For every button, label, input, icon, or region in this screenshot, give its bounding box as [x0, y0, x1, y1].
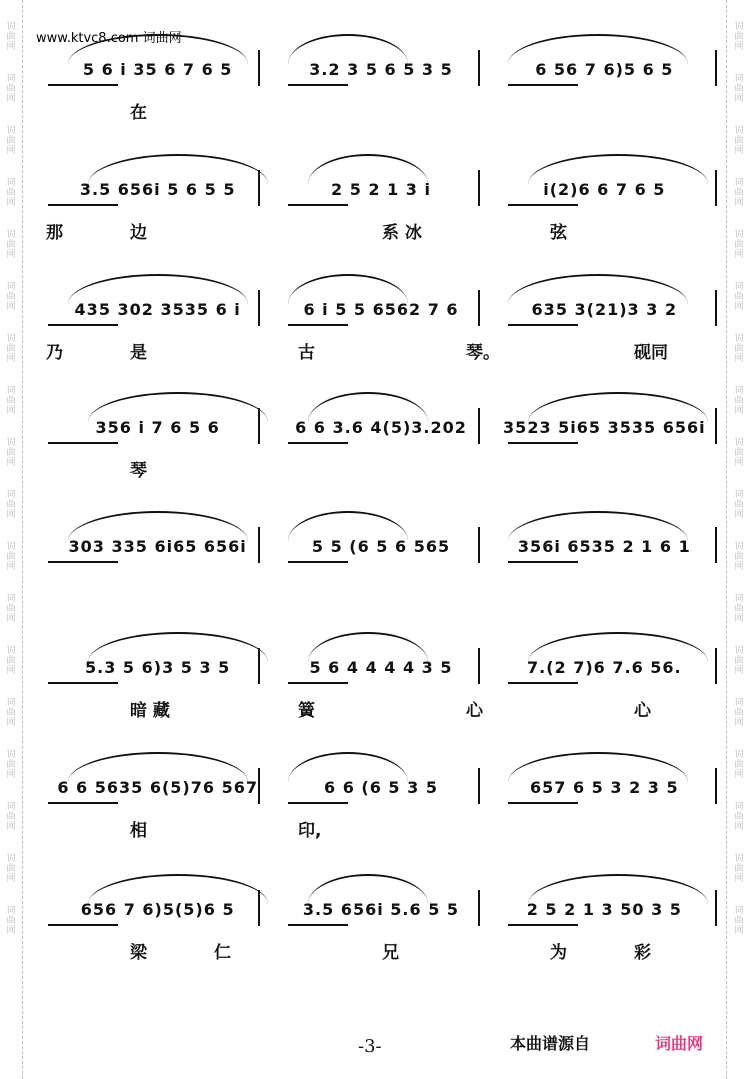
watermark-char: 曲 — [6, 864, 16, 874]
watermark-char: 曲 — [6, 292, 16, 302]
duration-underline — [288, 682, 348, 684]
watermark-char: 网 — [734, 406, 744, 416]
watermark-group — [734, 698, 743, 728]
measure: 6 i 5 5 6562 7 6 — [303, 300, 459, 319]
watermark-group — [6, 74, 15, 104]
watermark-group — [6, 802, 15, 832]
watermark-char: 词 — [734, 386, 744, 396]
notes-line — [46, 778, 716, 797]
notes-line — [46, 900, 716, 919]
watermark-group — [6, 334, 15, 364]
watermark-char: 词 — [6, 490, 16, 500]
lyric-text: 古 — [298, 343, 315, 363]
watermark-char: 网 — [6, 718, 16, 728]
measure: 2 5 2 1 3 i — [330, 180, 431, 199]
watermark-group — [734, 74, 743, 104]
watermark-char: 网 — [6, 614, 16, 624]
brand-label: 词曲网 — [655, 1034, 704, 1053]
measure: 6 6 (6 5 3 5 — [324, 778, 438, 797]
watermark-group — [734, 646, 743, 676]
watermark-group — [6, 750, 15, 780]
lyric-text: 心 — [634, 701, 651, 721]
watermark-char: 词 — [6, 542, 16, 552]
watermark-char: 网 — [6, 822, 16, 832]
watermark-char: 网 — [734, 562, 744, 572]
watermark-char: 词 — [734, 594, 744, 604]
lyric-text: 乃 — [46, 343, 63, 363]
lyrics-line — [38, 456, 724, 482]
watermark-group — [734, 230, 743, 260]
watermark-char: 曲 — [6, 916, 16, 926]
duration-underline — [508, 84, 578, 86]
watermark-group — [734, 750, 743, 780]
duration-underline — [48, 561, 118, 563]
duration-underline — [288, 84, 348, 86]
watermark-char: 曲 — [734, 604, 744, 614]
watermark-char: 词 — [6, 594, 16, 604]
measure: 656 7 6)5(5)6 5 — [80, 900, 235, 919]
score-line — [38, 850, 724, 970]
score-line — [38, 608, 724, 728]
watermark-char: 词 — [6, 854, 16, 864]
watermark-group — [6, 386, 15, 416]
duration-underline — [288, 924, 348, 926]
duration-underline — [48, 204, 118, 206]
watermark-char: 曲 — [734, 32, 744, 42]
duration-underline — [508, 204, 578, 206]
watermark-char: 网 — [6, 354, 16, 364]
duration-underline — [508, 561, 578, 563]
watermark-group — [6, 854, 15, 884]
watermark-group — [6, 126, 15, 156]
duration-underline — [48, 84, 118, 86]
watermark-char: 网 — [6, 666, 16, 676]
measure: 635 3(21)3 3 2 — [531, 300, 678, 319]
notes-line — [46, 658, 716, 677]
score-line — [38, 487, 724, 607]
duration-underline — [508, 442, 578, 444]
score-line — [38, 10, 724, 130]
watermark-char: 词 — [6, 802, 16, 812]
measure: 3.2 3 5 6 5 3 5 — [309, 60, 453, 79]
watermark-char: 曲 — [734, 136, 744, 146]
measure: 6 6 3.6 4(5)3.202 — [295, 418, 467, 437]
duration-underline — [48, 324, 118, 326]
watermark-group — [734, 126, 743, 156]
watermark-char: 词 — [734, 230, 744, 240]
notes-line — [46, 418, 716, 437]
watermark-char: 网 — [6, 250, 16, 260]
watermark-group — [734, 490, 743, 520]
watermark-char: 网 — [734, 146, 744, 156]
measure: 303 335 6i65 656i — [68, 537, 247, 556]
watermark-group — [6, 438, 15, 468]
watermark-char: 词 — [6, 74, 16, 84]
measure: 6 56 7 6)5 6 5 — [535, 60, 674, 79]
watermark-char: 曲 — [734, 292, 744, 302]
watermark-char: 曲 — [734, 760, 744, 770]
watermark-group — [734, 282, 743, 312]
watermark-char: 网 — [6, 198, 16, 208]
lyric-text: 琴 — [130, 461, 147, 481]
watermark-char: 曲 — [6, 656, 16, 666]
watermark-char: 曲 — [734, 396, 744, 406]
watermark-group — [6, 490, 15, 520]
watermark-char: 网 — [734, 302, 744, 312]
watermark-char: 词 — [734, 802, 744, 812]
watermark-char: 网 — [734, 770, 744, 780]
watermark-char: 词 — [6, 750, 16, 760]
watermark-group — [6, 594, 15, 624]
watermark-group — [6, 906, 15, 936]
watermark-group — [734, 542, 743, 572]
watermark-char: 网 — [734, 510, 744, 520]
duration-underline — [48, 802, 118, 804]
watermark-char: 词 — [6, 126, 16, 136]
watermark-group — [6, 282, 15, 312]
watermark-char: 网 — [734, 874, 744, 884]
lyric-text: 心 — [466, 701, 483, 721]
watermark-char: 曲 — [734, 448, 744, 458]
side-watermark-left — [2, 0, 20, 1079]
watermark-group — [734, 802, 743, 832]
side-watermark-right — [730, 0, 748, 1079]
watermark-group — [734, 438, 743, 468]
measure: 7.(2 7)6 7.6 56. — [527, 658, 682, 677]
source-label: 本曲谱源自 — [510, 1034, 591, 1053]
watermark-char: 词 — [734, 126, 744, 136]
duration-underline — [508, 324, 578, 326]
duration-underline — [48, 442, 118, 444]
notes-line — [46, 537, 716, 556]
measure: 5 6 i 35 6 7 6 5 — [82, 60, 233, 79]
watermark-char: 词 — [734, 22, 744, 32]
watermark-char: 曲 — [734, 344, 744, 354]
watermark-char: 曲 — [734, 188, 744, 198]
measure: 5 6 4 4 4 4 3 5 — [309, 658, 453, 677]
watermark-group — [734, 906, 743, 936]
watermark-char: 词 — [6, 698, 16, 708]
watermark-char: 词 — [6, 282, 16, 292]
watermark-char: 词 — [734, 542, 744, 552]
watermark-char: 曲 — [6, 708, 16, 718]
watermark-char: 网 — [734, 250, 744, 260]
notes-line — [46, 180, 716, 199]
watermark-group — [734, 22, 743, 52]
watermark-group — [734, 594, 743, 624]
watermark-char: 网 — [6, 146, 16, 156]
watermark-char: 网 — [6, 874, 16, 884]
lyric-text: 琴。 — [466, 343, 500, 363]
score-line — [38, 728, 724, 848]
lyric-text: 边 — [130, 223, 147, 243]
watermark-char: 网 — [6, 458, 16, 468]
duration-underline — [508, 802, 578, 804]
watermark-char: 词 — [6, 22, 16, 32]
measure: 435 302 3535 6 i — [74, 300, 241, 319]
watermark-char: 曲 — [734, 812, 744, 822]
lyrics-line — [38, 816, 724, 842]
watermark-char: 网 — [6, 406, 16, 416]
watermark-char: 曲 — [734, 708, 744, 718]
lyric-text: 是 — [130, 343, 147, 363]
measure: 6 6 5635 6(5)76 567 — [57, 778, 258, 797]
watermark-char: 网 — [734, 926, 744, 936]
score-line — [38, 250, 724, 370]
watermark-char: 网 — [734, 822, 744, 832]
watermark-char: 曲 — [734, 656, 744, 666]
watermark-char: 词 — [734, 334, 744, 344]
duration-underline — [48, 924, 118, 926]
watermark-char: 词 — [734, 698, 744, 708]
margin-guide-left — [22, 0, 23, 1079]
lyric-text: 仁 — [214, 943, 231, 963]
duration-underline — [288, 204, 348, 206]
measure: 5 5 (6 5 6 565 — [311, 537, 451, 556]
measure: 3.5 656i 5 6 5 5 — [79, 180, 236, 199]
lyric-text: 彩 — [634, 943, 651, 963]
duration-underline — [288, 442, 348, 444]
lyric-text: 砚同 — [634, 343, 668, 363]
measure: 356i 6535 2 1 6 1 — [517, 537, 691, 556]
lyric-text: 相 — [130, 821, 147, 841]
watermark-char: 网 — [734, 198, 744, 208]
measure: 657 6 5 3 2 3 5 — [530, 778, 679, 797]
margin-guide-right — [726, 0, 727, 1079]
watermark-group — [6, 646, 15, 676]
watermark-char: 词 — [734, 646, 744, 656]
lyric-text: 弦 — [550, 223, 567, 243]
watermark-char: 词 — [6, 334, 16, 344]
lyrics-line — [38, 338, 724, 364]
lyric-text: 为 — [550, 943, 567, 963]
watermark-char: 词 — [734, 282, 744, 292]
watermark-char: 词 — [6, 386, 16, 396]
lyric-text: 暗 藏 — [130, 701, 170, 721]
lyric-text: 兄 — [382, 943, 399, 963]
watermark-group — [734, 178, 743, 208]
measure: 356 i 7 6 5 6 — [95, 418, 220, 437]
measure: 5.3 5 6)3 5 3 5 — [85, 658, 231, 677]
watermark-char: 曲 — [734, 864, 744, 874]
score-line — [38, 368, 724, 488]
watermark-char: 网 — [734, 94, 744, 104]
watermark-char: 曲 — [6, 812, 16, 822]
watermark-char: 曲 — [734, 240, 744, 250]
watermark-char: 网 — [6, 42, 16, 52]
duration-underline — [288, 561, 348, 563]
watermark-char: 网 — [734, 458, 744, 468]
notes-line — [46, 300, 716, 319]
watermark-char: 词 — [734, 438, 744, 448]
lyrics-line — [38, 938, 724, 964]
lyric-text: 梁 — [130, 943, 147, 963]
watermark-char: 网 — [734, 42, 744, 52]
watermark-char: 曲 — [6, 552, 16, 562]
watermark-char: 词 — [6, 230, 16, 240]
watermark-char: 曲 — [6, 344, 16, 354]
measure: 2 5 2 1 3 50 3 5 — [526, 900, 682, 919]
watermark-char: 网 — [734, 666, 744, 676]
page-number: -3- — [358, 1036, 382, 1057]
watermark-char: 词 — [734, 750, 744, 760]
measure: i(2)6 6 7 6 5 — [543, 180, 666, 199]
measure: 3523 5i65 3535 656i — [503, 418, 706, 437]
watermark-group — [6, 230, 15, 260]
lyric-text: 在 — [130, 103, 147, 123]
watermark-char: 词 — [734, 178, 744, 188]
watermark-char: 曲 — [6, 500, 16, 510]
watermark-char: 网 — [6, 94, 16, 104]
watermark-char: 网 — [6, 770, 16, 780]
lyric-text: 系 冰 — [382, 223, 422, 243]
watermark-char: 词 — [734, 906, 744, 916]
watermark-char: 曲 — [6, 32, 16, 42]
lyric-text: 印, — [298, 821, 322, 841]
watermark-char: 曲 — [734, 500, 744, 510]
watermark-char: 词 — [6, 438, 16, 448]
lyrics-line — [38, 218, 724, 244]
watermark-group — [6, 542, 15, 572]
watermark-char: 曲 — [6, 84, 16, 94]
lyric-text: 那 — [46, 223, 63, 243]
watermark-char: 曲 — [6, 448, 16, 458]
lyrics-line — [38, 696, 724, 722]
duration-underline — [508, 682, 578, 684]
watermark-char: 曲 — [6, 396, 16, 406]
watermark-char: 网 — [734, 614, 744, 624]
watermark-char: 曲 — [6, 240, 16, 250]
duration-underline — [288, 802, 348, 804]
watermark-char: 网 — [734, 354, 744, 364]
watermark-char: 网 — [6, 562, 16, 572]
watermark-char: 曲 — [734, 916, 744, 926]
duration-underline — [288, 324, 348, 326]
duration-underline — [508, 924, 578, 926]
watermark-char: 曲 — [734, 84, 744, 94]
duration-underline — [48, 682, 118, 684]
watermark-char: 词 — [6, 178, 16, 188]
watermark-char: 词 — [6, 906, 16, 916]
measure: 3.5 656i 5.6 5 5 — [302, 900, 460, 919]
watermark-group — [734, 386, 743, 416]
watermark-char: 曲 — [6, 136, 16, 146]
notes-line — [46, 60, 716, 79]
watermark-char: 词 — [734, 74, 744, 84]
watermark-group — [6, 698, 15, 728]
watermark-char: 曲 — [6, 188, 16, 198]
watermark-char: 曲 — [734, 552, 744, 562]
watermark-char: 词 — [734, 490, 744, 500]
score-line — [38, 130, 724, 250]
watermark-char: 网 — [6, 926, 16, 936]
watermark-char: 网 — [6, 510, 16, 520]
watermark-group — [6, 22, 15, 52]
watermark-group — [6, 178, 15, 208]
watermark-char: 网 — [6, 302, 16, 312]
watermark-char: 曲 — [6, 760, 16, 770]
watermark-group — [734, 334, 743, 364]
lyric-text: 簧 — [298, 701, 315, 721]
lyrics-line — [38, 575, 724, 601]
lyrics-line — [38, 98, 724, 124]
watermark-char: 词 — [6, 646, 16, 656]
watermark-char: 词 — [734, 854, 744, 864]
watermark-char: 网 — [734, 718, 744, 728]
watermark-group — [734, 854, 743, 884]
watermark-char: 曲 — [6, 604, 16, 614]
site-header: www.ktvc8.com 词曲网 — [36, 31, 182, 46]
